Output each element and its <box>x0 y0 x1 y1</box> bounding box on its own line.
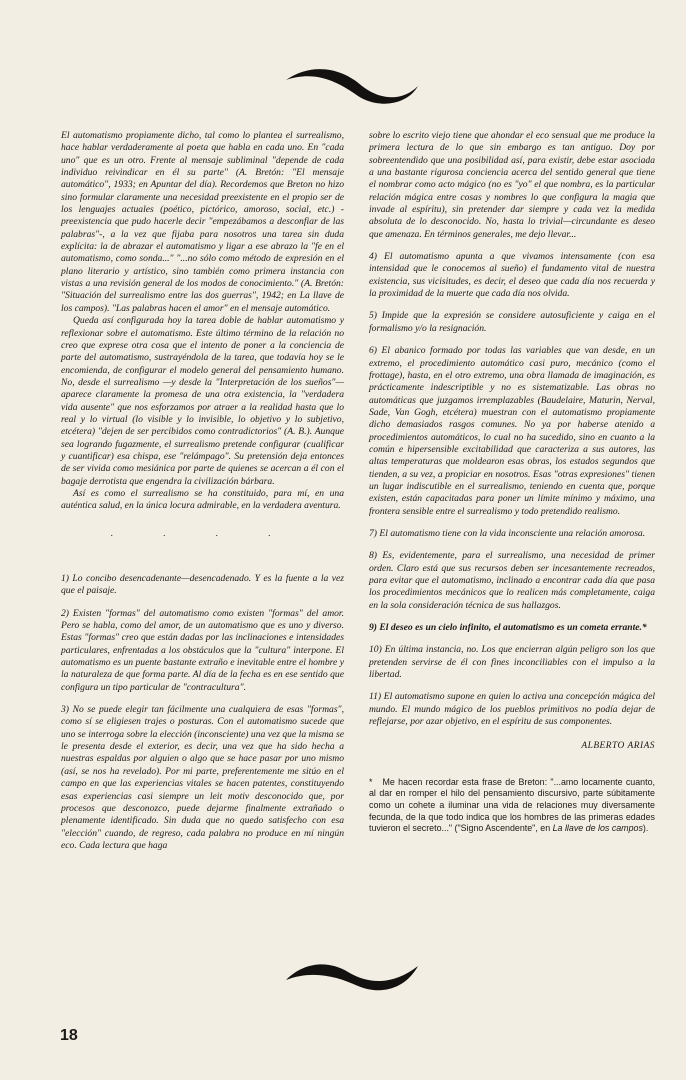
answer-2: 2) Existen "formas" del automatismo como existen "formas" del amor. Pero se habla, como del amor, de un automatismo que es uno y diverso. Estas "formas" creo que están dadas por las inclinaciones e intensidades particulares, enfrentadas a los obstáculos que la "cultura" interpone. El automatismo es un puente bastante extraño e inevitable entre el hombre y la naturaleza de que forma parte. Al día de la fecha es en ese sentido que configura un tipo particular de "contracultura". <box>61 607 344 693</box>
tilde-ornament-top-icon <box>282 66 422 106</box>
answer-4: 4) El automatismo apunta a que vivamos intensamente (con esa intensidad que le conocemos al sueño) el fundamento vital de nuestra existencia, sus vicisitudes, es decir, el deseo que cada día nos recuerda y la proximidad de la muerte que cada día nos olvida. <box>369 251 655 300</box>
answer-3: 3) No se puede elegir tan fácilmente una cualquiera de esas "formas", como sí se eligiesen trajes o posturas. Con el automatismo sucede que uno se interroga sobre la elección (inconsciente) una vez que la misma se le presenta desde el exterior, es decir, una vez que ha sido hecha a nuestras espaldas por alguien o algo que se hace pasar por uno mismo (así, se nos ha revelado). Por mi parte, preferentemente me sitúo en el campo en que las experiencias vitales se hacen patentes, constituyendo esas experiencias casi siempre un leit motiv desconocido que, por procesos que desconozco, puede dejarme finalmente extrañado o plenamente identificado. Sin duda que no quedo satisfecho con esa "elección" cuando, de regreso, cada palabra no produce en mí ningún eco. Cada lectura que haga <box>61 704 344 851</box>
answer-1: 1) Lo concibo desencadenante—desencadenado. Y es la fuente a la vez que el paisaje. <box>61 573 344 597</box>
tilde-ornament-bottom-icon <box>282 956 422 996</box>
footnote-marker: * <box>369 776 373 787</box>
answer-7: 7) El automatismo tiene con la vida inconsciente una relación amorosa. <box>369 527 646 539</box>
answer-6: 6) El abanico formado por todas las variables que van desde, en un extremo, el procedimiento automático casi puro, mecánico (como el frottage), hasta, en el otro extremo, una obra llamada de imaginación, es prácticamente indescriptible y no es sistematizable. Las obras no automáticas que juzgamos irremplazables (Baudelaire, Maturin, Nerval, Sade, Van Gogh, etcétera) muestran con el automatismo propiamente dicho demasiados rasgos comunes. No ya por haberse atenido a procedimientos automáticos, lo cual no ha sucedido, sino en cuanto a la común e hipersensible excitabilidad que caracteriza a sus autores, las altas temperaturas que moldearon esas obras, los estados segundos que tienden, a su vez, a propiciar en nosotros. Esas "otras expresiones" tienen un lugar indiscutible en el surrealismo, teniendo en cuenta que, porque existen, están capacitadas para poner un límite mínimo y máximo, una frontera sensible entre el surrealismo y todo pretendido realismo. <box>369 345 655 517</box>
paragraph-intro: El automatismo propiamente dicho, tal como lo plantea el surrealismo, hace hablar verdaderamente al poeta que habla en cada uno. En "cada uno" que es un otro. Frente al mensaje subliminal "depende de cada individuo reivindicar en él su parte" (A. Bretón: "El mensaje automático", 1933; en Apuntar del día). Recordemos que Breton no hizo sino formular claramente una necesidad preexistente en el propio ser de los lenguajes actuales (poético, pictórico, amoroso, social, etc.) -preexistencia que pudo hacerle decir "empezábamos a desconfiar de las palabras"-, a la vez que fijaba para nosotros una tarea sin duda explícita: la de abrazar el automatismo y ligar a ese abrazo la "fe en el automatismo, como sonda..." "...no sólo como método de expresión en el plano literario y artístico, sino también como primera instancia con vistas a una revisión general de los modos de conocimiento." (A. Bretón: "Situación del surrealismo entre las dos guerras", 1942; en La llave de los campos). "Las palabras hacen el amor" en el mensaje automático. <box>61 130 344 314</box>
footnote-text: Me hacen recordar esta frase de Breton: "...amo locamente cuanto, al dar en romper el hilo del pensamiento discursivo, parte súbitamente como un cohete a iluminar una vida de relaciones muy diversamente fecunda, de la que todo indica que los hombres de las primeras edades tuvieron el secreto..." ("Signo Ascendente", en <box>369 776 655 834</box>
section-divider: . . . . <box>110 527 295 538</box>
answer-10: 10) En última instancia, no. Los que encierran algún peligro son los que pretenden servirse de él con fines inconciliables con el impulso a la libertad. <box>369 644 655 681</box>
paragraph-task: Queda así configurada hoy la tarea doble de hablar automatismo y reflexionar sobre el automatismo. Este último término de la relación no creo que exprese otra cosa que el intento de poner a la conciencia de parte del automatismo, sustrayéndola de la tarea, que todavía hoy se le encomienda, de configurar el modelo general del pensamiento humano. No, desde el surrealismo —y desde la "Interpretación de los sueños"— aparece claramente la promesa de una otra existencia, la "verdadera vida ausente" que nos esforzamos por atraer a la realidad hasta que lo real y lo virtual (lo visible y lo invisible, lo objetivo y lo subjetivo, etcétera) "dejen de ser percibidos como contradictorios" (A. B.). Aunque sea logrando fugazmente, el surrealismo pretende configurar (cualificar y cuantificar) esa chispa, ese "relámpago". Su pretensión deja entonces de ser vivida como mesiánica por parte de quienes se acercan a él con el bagaje derrotista que engendra la civilización bárbara. <box>61 315 344 487</box>
footnote <box>369 777 655 835</box>
paragraph-adventure: Así es como el surrealismo se ha constituido, para mí, en una auténtica salud, en la única locura admirable, en la verdadera aventura. <box>61 487 344 512</box>
answer-8: 8) Es, evidentemente, para el surrealismo, una necesidad de primer orden. Claro está que sus recursos deben ser incesantemente recreados, para evitar que el automatismo, inclinado a encontrar cada día que pasa los procedimientos mecánicos que lo realicen más completamente, caiga en la sola consideración técnica de sus hallazgos. <box>369 550 655 611</box>
left-column <box>61 130 344 852</box>
author-signature: ALBERTO ARIAS <box>581 741 655 752</box>
answer-11: 11) El automatismo supone en quien lo activa una concepción mágica del mundo. El mundo mágico de los pueblos primitivos no podía dejar de reflejarse, por azar objetivo, en el espíritu de sus componentes. <box>369 691 655 728</box>
footnote-end: ). <box>642 823 649 834</box>
right-column <box>369 130 655 835</box>
answer-3-continued: sobre lo escrito viejo tiene que ahondar el eco sensual que me produce la primera lectura de lo que sin embargo es tan antiguo. Doy por sobreentendido que una posibilidad así, para existir, debe estar asociada a una bastante rigurosa conciencia acerca del sentido general que tiene el nombrar como acto mágico (no es "yo" el que nombra, es la particular relación mágica entre cosas y nombres lo que configura la magia que invade al espíritu), sin pretender dar siempre y cada vez la medida absoluta de lo desconocido. No, hasta lo trivial—circundante es deseo que amenaza. En términos generales, me dejo llevar... <box>369 130 655 240</box>
footnote-book-title: La llave de los campos <box>552 823 643 834</box>
page-number: 18 <box>60 1027 78 1044</box>
answer-5: 5) Impide que la expresión se considere autosuficiente y caiga en el formalismo y/o la resignación. <box>369 310 655 334</box>
answer-9: 9) El deseo es un cielo infinito, el automatismo es un cometa errante.* <box>369 622 647 634</box>
